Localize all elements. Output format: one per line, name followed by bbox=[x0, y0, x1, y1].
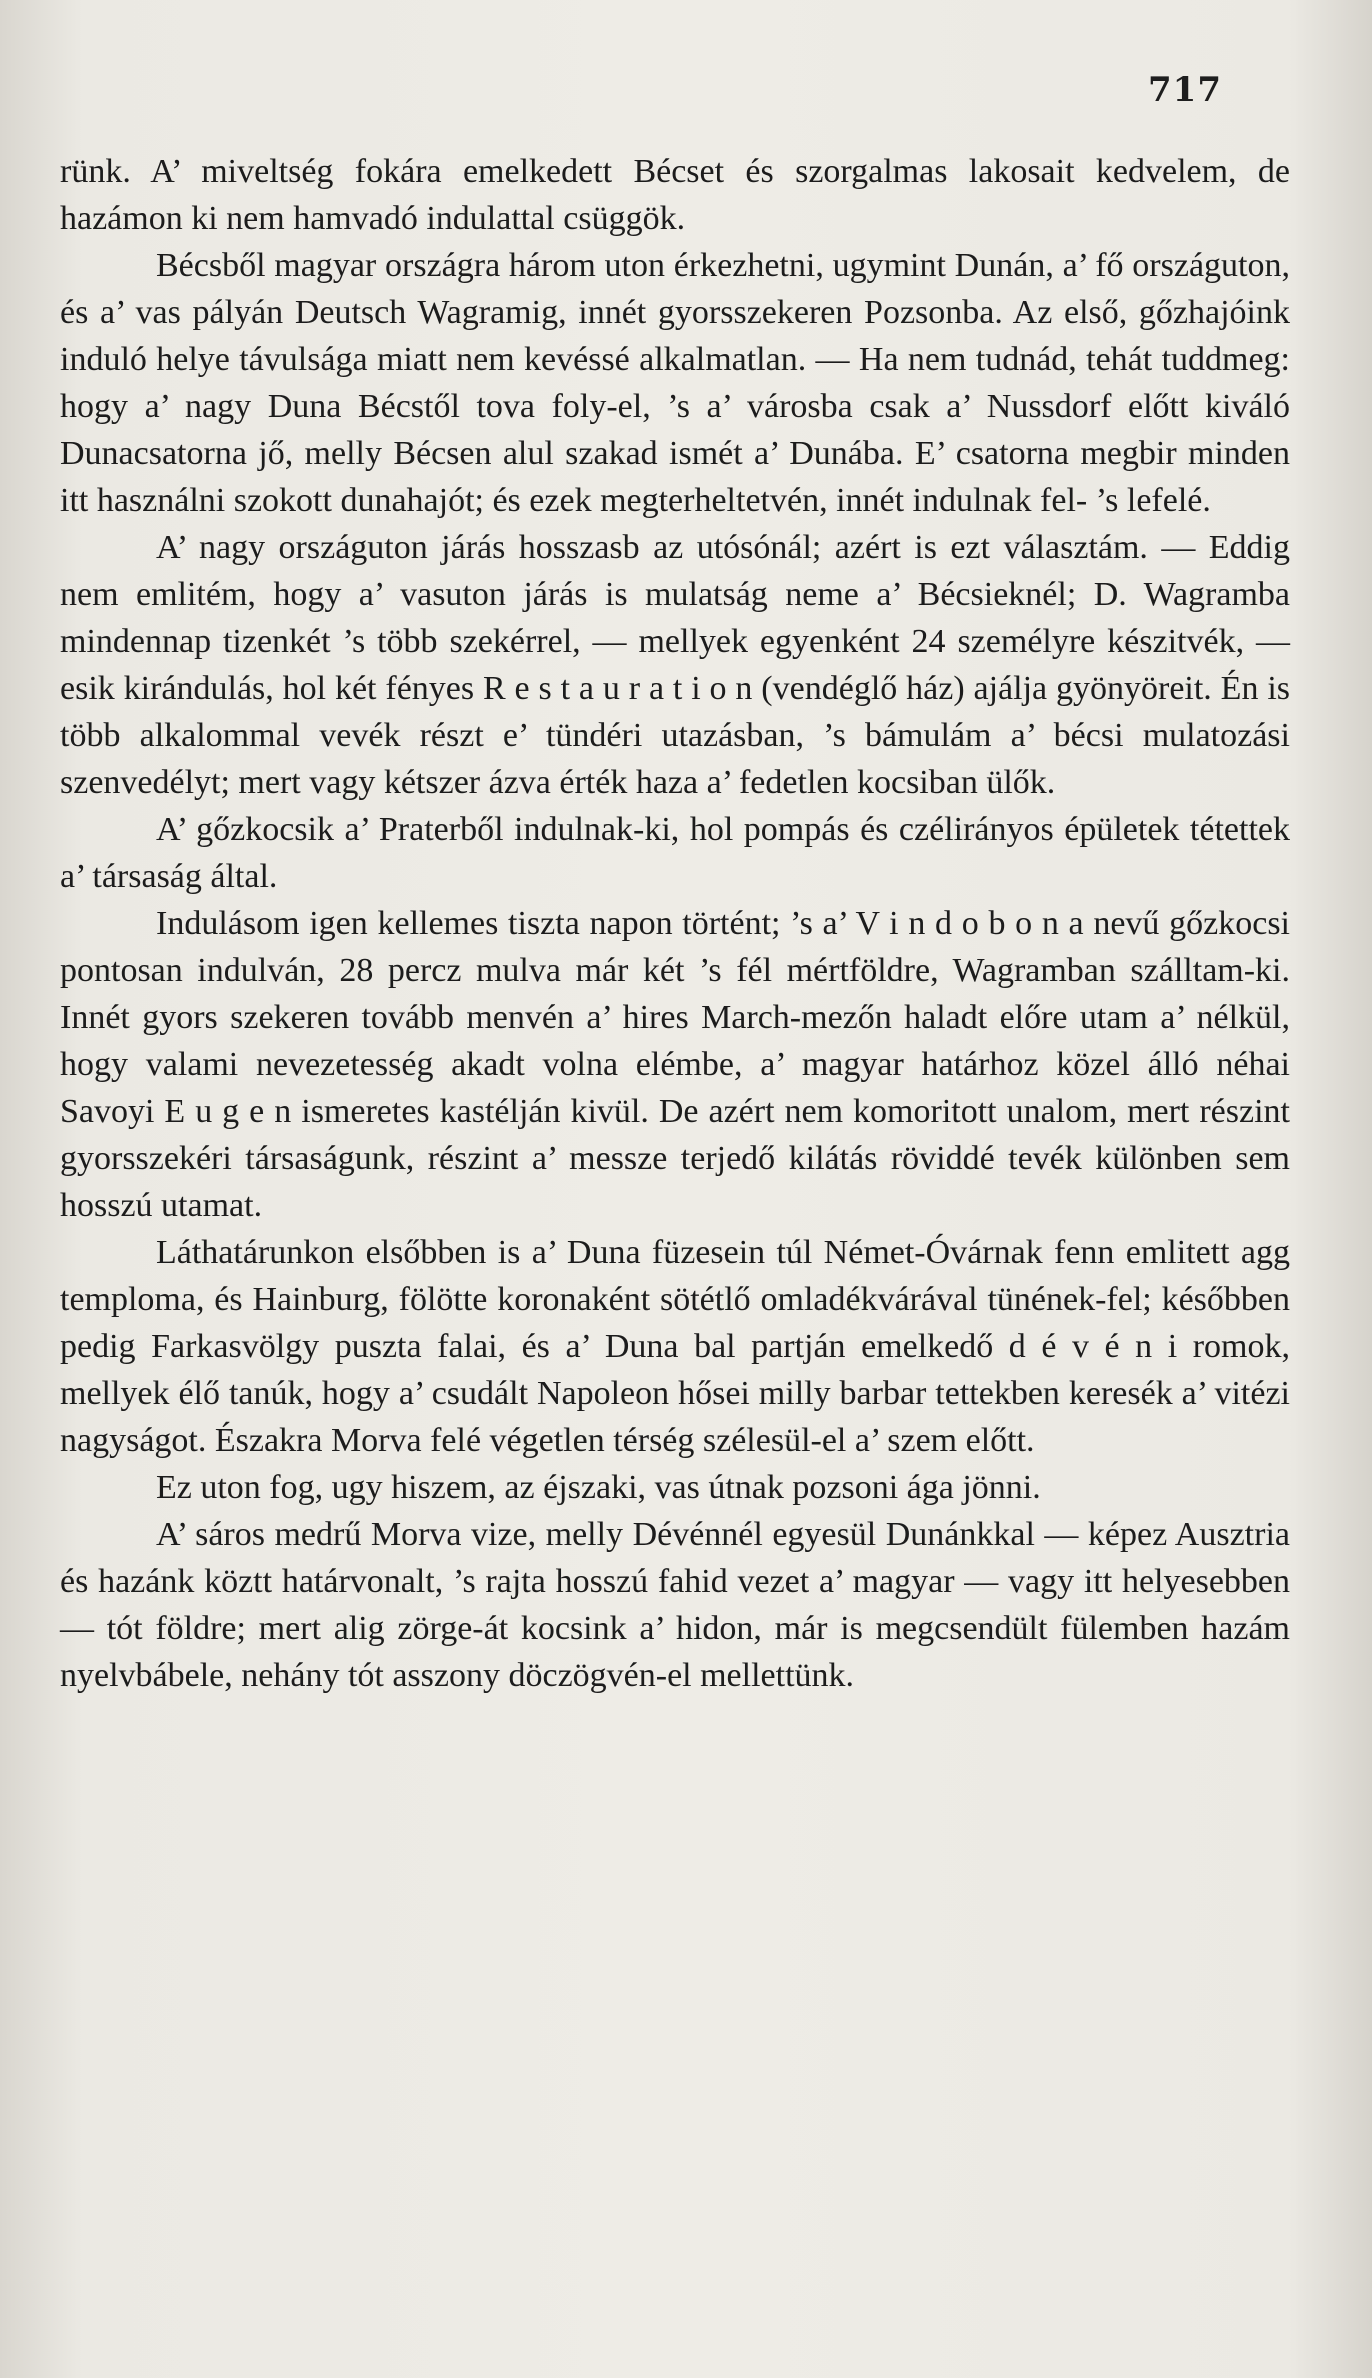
body-text bbox=[60, 148, 1290, 1699]
paragraph-main-road: A’ nagy országuton járás hosszasb az utósónál; azért is ezt választám. — Eddig nem emlitém, hogy a’ vasuton járás is mulatság neme a’ Bécsieknél; D. Wagramba mindennap tizenkét ’s több szekérrel, — mellyek egyenként 24 személyre készitvék, — esik kirándulás, hol két fényes R e s t a u r a t i o n (vendéglő ház) ajálja gyönyöreit. Én is több alkalommal vevék részt e’ tündéri utazásban, ’s bámulám a’ bécsi mulatozási szenvedélyt; mert vagy kétszer ázva érték haza a’ fedetlen kocsiban ülők. bbox=[60, 529, 1290, 801]
paragraph-prater: A’ gőzkocsik a’ Praterből indulnak-ki, hol pompás és czélirányos épületek tétettek a’ társaság által. bbox=[60, 811, 1290, 895]
paragraph-morva: A’ sáros medrű Morva vize, melly Dévénnél egyesül Dunánkkal — képez Ausztria és hazánk köztt határvonalt, ’s rajta hosszú fahid vezet a’ magyar — vagy itt helyesebben — tót földre; mert alig zörge-át kocsink a’ hidon, már is megcsendült fülemben hazám nyelvbábele, nehány tót asszony döczögvén-el mellettünk. bbox=[60, 1516, 1290, 1694]
paragraph-northern-railway: Ez uton fog, ugy hiszem, az éjszaki, vas útnak pozsoni ága jönni. bbox=[156, 1469, 1041, 1506]
page-number: 717 bbox=[1148, 70, 1222, 110]
paragraph-horizon: Láthatárunkon elsőbben is a’ Duna füzesein túl Német-Óvárnak fenn emlitett agg temploma, és Hainburg, fölötte koronaként sötétlő omladékvárával tünének-fel; későbben pedig Farkasvölgy puszta falai, és a’ Duna bal partján emelkedő d é v é n i romok, mellyek élő tanúk, hogy a’ csudált Napoleon hősei milly barbar tettekben keresék a’ vitézi nagyságot. Északra Morva felé végetlen térség szélesül-el a’ szem előtt. bbox=[60, 1234, 1290, 1459]
paragraph-routes: Bécsből magyar országra három uton érkezhetni, ugymint Dunán, a’ fő országuton, és a’ vas pályán Deutsch Wagramig, innét gyorsszekeren Pozsonba. Az első, gőzhajóink induló helye távulsága miatt nem kevéssé alkalmatlan. — Ha nem tudnád, tehát tuddmeg: hogy a’ nagy Duna Bécstől tova foly-el, ’s a’ városba csak a’ Nussdorf előtt kiváló Dunacsatorna jő, melly Bécsen alul szakad ismét a’ Dunába. E’ csatorna megbir minden itt használni szokott dunahajót; és ezek megterheltetvén, innét indulnak fel- ’s lefelé. bbox=[60, 247, 1290, 519]
paragraph-continuation: rünk. A’ miveltség fokára emelkedett Bécset és szorgalmas lakosait kedvelem, de hazámon ki nem hamvadó indulattal csüggök. bbox=[60, 153, 1290, 237]
paragraph-departure: Indulásom igen kellemes tiszta napon történt; ’s a’ V i n d o b o n a nevű gőzkocsi pontosan indulván, 28 percz mulva már két ’s fél mértföldre, Wagramban szálltam-ki. Innét gyors szekeren tovább menvén a’ hires March-mezőn haladt előre utam a’ nélkül, hogy valami nevezetesség akadt volna elémbe, a’ magyar határhoz közel álló néhai Savoyi E u g e n ismeretes kastélján kivül. De azért nem komoritott unalom, mert részint gyorsszekéri társaságunk, részint a’ messze terjedő kilátás röviddé tevék különben sem hosszú utamat. bbox=[60, 905, 1290, 1224]
